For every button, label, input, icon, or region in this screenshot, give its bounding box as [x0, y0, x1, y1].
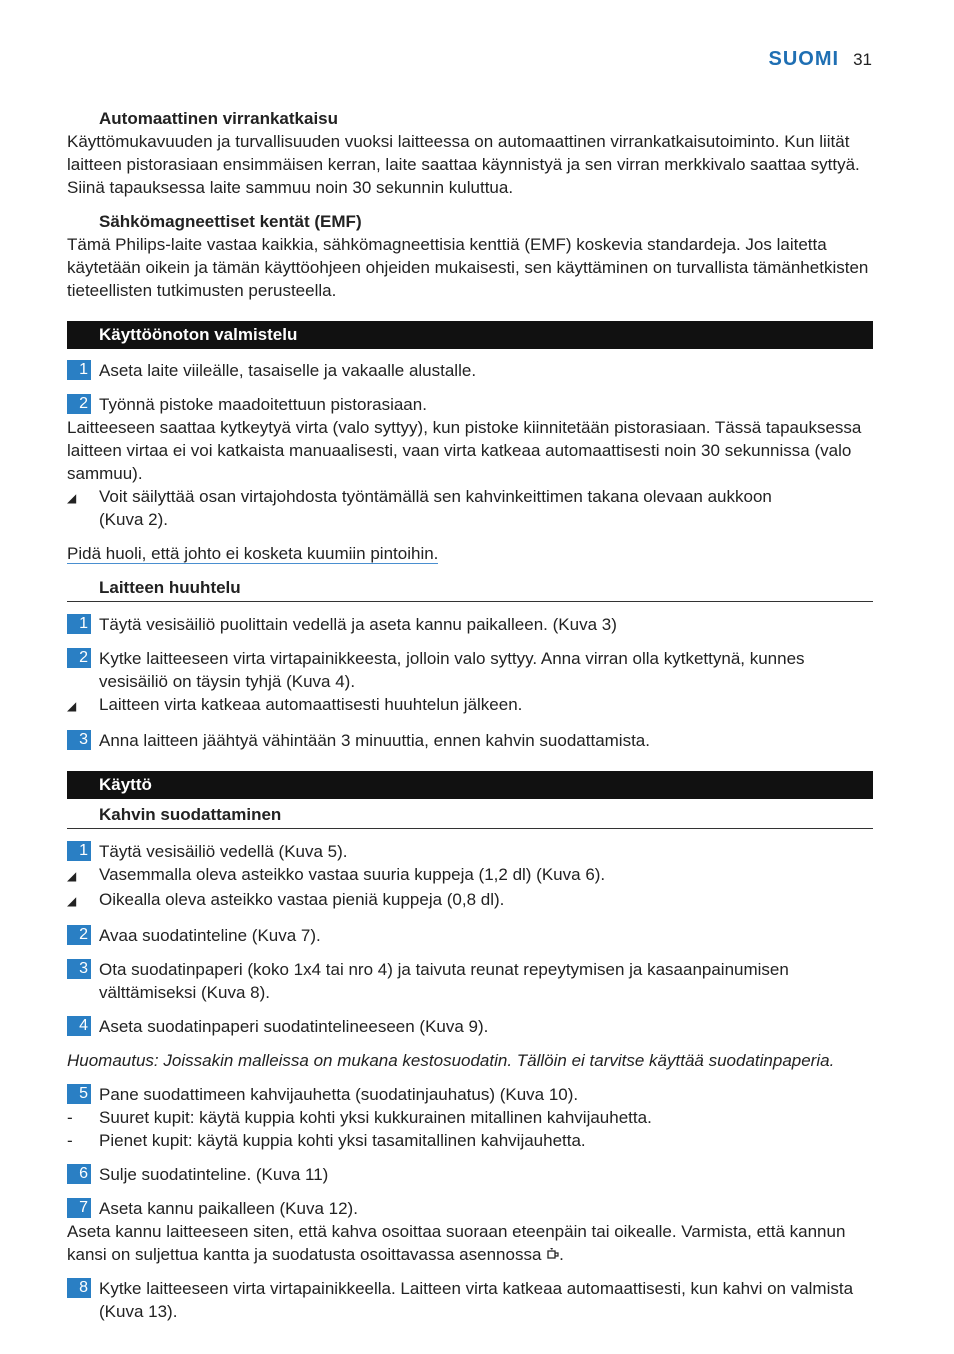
bullet-item [67, 485, 873, 531]
step [67, 840, 873, 863]
carafe-text-end: . [559, 1245, 564, 1264]
heading-auto-off: Automaattinen virrankatkaisu [99, 109, 339, 128]
step [67, 1083, 873, 1106]
step [67, 1163, 873, 1186]
dash-text: Suuret kupit: käytä kuppia kohti yksi kukkurainen mitallinen kahvijauhetta. [99, 1108, 652, 1127]
heading-brew-wrap [67, 803, 873, 829]
carafe-paragraph [67, 1220, 873, 1266]
step-number: 3 [67, 959, 91, 979]
step [67, 647, 873, 693]
page-number: 31 [853, 50, 872, 69]
heading-rinse: Laitteen huuhtelu [99, 578, 241, 597]
step-text: Ota suodatinpaperi (koko 1x4 tai nro 4) ja taivuta reunat repeytymisen ja kasaanpainumisen välttämiseksi (Kuva 8). [99, 960, 789, 1002]
step [67, 359, 873, 382]
step-number: 5 [67, 1084, 91, 1104]
bullet-text: Laitteen virta katkeaa automaattisesti huuhtelun jälkeen. [99, 695, 523, 714]
note-permanent-filter: Huomautus: Joissakin malleissa on mukana kestosuodatin. Tällöin ei tarvitse käyttää suodatinpaperia. [67, 1051, 835, 1070]
emf-text: Tämä Philips-laite vastaa kaikkia, sähkömagneettisia kenttiä (EMF) koskevia standardeja. Jos laitetta käytetään oikein ja tämän käyttöohjeen ohjeiden mukaisesti, sen käyttäminen on turvallista tämänhetkisten tieteellisten tutkimusten perusteella. [67, 235, 869, 300]
step [67, 1015, 873, 1038]
step-text: Täytä vesisäiliö vedellä (Kuva 5). [99, 842, 348, 861]
step-text: Kytke laitteeseen virta virtapainikkeella. Laitteen virta katkeaa automaattisesti, kun kahvi on valmista (Kuva 13). [99, 1279, 854, 1321]
step [67, 729, 873, 752]
carafe-text: Aseta kannu laitteeseen siten, että kahva osoittaa suoraan eteenpäin tai oikealle. Varmista, että kannun kansi on suljettua kantta ja suodatusta osoittavassa asennossa [67, 1222, 846, 1264]
page-content [67, 0, 873, 1323]
step-text: Aseta kannu paikalleen (Kuva 12). [99, 1199, 358, 1218]
bullet-text: Oikealla oleva asteikko vastaa pieniä kuppeja (0,8 dl). [99, 890, 505, 909]
step-text: Avaa suodatinteline (Kuva 7). [99, 926, 321, 945]
dash-text: Pienet kupit: käytä kuppia kohti yksi tasamitallinen kahvijauhetta. [99, 1131, 586, 1150]
step [67, 393, 873, 416]
prep-paragraph: Laitteeseen saattaa kytkeytyä virta (valo syttyy), kun pistoke kiinnitetään pistorasiaan. Tässä tapauksessa laitteen virtaa ei voi katkaista manuaalisesti, vaan virta katkeaa automaattisesti noin 30 sekunnissa (valo sammuu). [67, 418, 862, 483]
step-text: Pane suodattimeen kahvijauhetta (suodatinjauhatus) (Kuva 10). [99, 1085, 579, 1104]
step-number: 1 [67, 841, 91, 861]
step-number: 3 [67, 730, 91, 750]
step-number: 7 [67, 1198, 91, 1218]
section-bar-prep: Käyttöönoton valmistelu [67, 321, 873, 349]
triangle-bullet-icon: ◢ [67, 869, 77, 883]
step [67, 924, 873, 947]
step [67, 1277, 873, 1323]
cord-warning [67, 542, 873, 565]
step-text: Aseta suodatinpaperi suodatintelineeseen (Kuva 9). [99, 1017, 489, 1036]
heading-brew: Kahvin suodattaminen [99, 805, 282, 824]
heading-emf: Sähkömagneettiset kentät (EMF) [99, 212, 362, 231]
step-number: 8 [67, 1278, 91, 1298]
step-text: Työnnä pistoke maadoitettuun pistorasiaan. [99, 395, 427, 414]
step-text: Täytä vesisäiliö puolittain vedellä ja aseta kannu paikalleen. (Kuva 3) [99, 615, 617, 634]
step-number: 6 [67, 1164, 91, 1184]
dash-item [67, 1106, 873, 1129]
step-text: Anna laitteen jäähtyä vähintään 3 minuuttia, ennen kahvin suodattamista. [99, 731, 650, 750]
step-number: 1 [67, 614, 91, 634]
step-number: 1 [67, 360, 91, 380]
section-bar-use: Käyttö [67, 771, 873, 799]
bullet-item [67, 888, 873, 913]
step [67, 613, 873, 636]
step-number: 2 [67, 648, 91, 668]
triangle-bullet-icon: ◢ [67, 491, 77, 505]
triangle-bullet-icon: ◢ [67, 699, 77, 713]
bullet-text: Vasemmalla oleva asteikko vastaa suuria kuppeja (1,2 dl) (Kuva 6). [99, 865, 606, 884]
step-number: 2 [67, 394, 91, 414]
step-number: 4 [67, 1016, 91, 1036]
bullet-item [67, 693, 873, 718]
dash-marker: - [67, 1131, 73, 1150]
language-label: SUOMI [768, 48, 840, 70]
step-text: Sulje suodatinteline. (Kuva 11) [99, 1165, 329, 1184]
heading-rinse-wrap [67, 576, 873, 602]
bullet-item [67, 863, 873, 888]
bullet-text: Voit säilyttää osan virtajohdosta työntämällä sen kahvinkeittimen takana olevaan aukkoon (Kuva 2). [99, 487, 772, 529]
step [67, 1197, 873, 1220]
step [67, 958, 873, 1004]
step-number: 2 [67, 925, 91, 945]
dash-marker: - [67, 1108, 73, 1127]
cord-warning-text: Pidä huoli, että johto ei kosketa kuumiin pintoihin. [67, 544, 439, 563]
step-text: Aseta laite viileälle, tasaiselle ja vakaalle alustalle. [99, 361, 477, 380]
carafe-lid-icon [546, 1243, 559, 1266]
step-text: Kytke laitteeseen virta virtapainikkeesta, jolloin valo syttyy. Anna virran olla kytkettynä, kunnes vesisäiliö on täysin tyhjä (Kuva 4). [99, 649, 805, 691]
triangle-bullet-icon: ◢ [67, 894, 77, 908]
auto-off-text: Käyttömukavuuden ja turvallisuuden vuoksi laitteessa on automaattinen virrankatkaisutoiminto. Kun liität laitteen pistorasiaan ensimmäisen kerran, laite saattaa käynnistyä ja sen virran merkkivalo saattaa syttyä. Siinä tapauksessa laite sammuu noin 30 sekunnin kuluttua. [67, 132, 860, 197]
dash-item [67, 1129, 873, 1152]
